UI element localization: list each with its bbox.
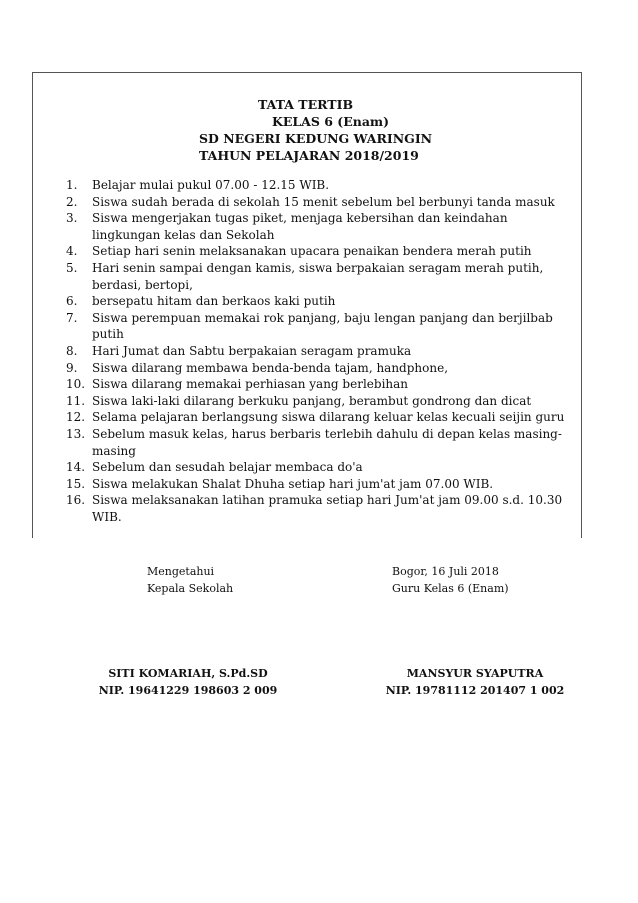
- item-text: Siswa melakukan Shalat Dhuha setiap hari jum'at jam 07.00 WIB.: [92, 476, 494, 491]
- list-item: [66, 476, 566, 493]
- item-number: 12.: [66, 410, 86, 425]
- item-text: Hari Jumat dan Sabtu berpakaian seragam pramuka: [92, 343, 412, 358]
- list-item: [66, 194, 566, 211]
- item-text: Hari senin sampai dengan kamis, siswa berpakaian seragam merah putih, berdasi, bertopi,: [92, 260, 544, 292]
- item-number: 16.: [66, 493, 86, 508]
- principal-name: SITI KOMARIAH, S.Pd.SD: [108, 667, 268, 680]
- list-item: [66, 492, 566, 525]
- principal-nip: NIP. 19641229 198603 2 009: [98, 684, 278, 697]
- item-text: Belajar mulai pukul 07.00 - 12.15 WIB.: [92, 178, 330, 192]
- item-number: 11.: [66, 393, 86, 408]
- item-text: Sebelum dan sesudah belajar membaca do'a: [92, 460, 363, 475]
- list-item: [66, 459, 566, 476]
- item-text: Siswa dilarang membawa benda-benda tajam, handphone,: [92, 360, 449, 375]
- school-name: SD NEGERI KEDUNG WARINGIN: [199, 131, 433, 146]
- principal-name-block: [88, 665, 288, 699]
- item-text: Siswa melaksanakan latihan pramuka setiap hari Jum'at jam 09.00 s.d. 10.30 WIB.: [92, 493, 563, 524]
- principal-signature-heading: [147, 563, 233, 597]
- list-item: [66, 243, 566, 260]
- item-number: 4.: [66, 244, 78, 259]
- item-text: Setiap hari senin melaksanakan upacara penaikan bendera merah putih: [92, 244, 532, 259]
- item-number: 15.: [66, 476, 86, 491]
- teacher-nip: NIP. 19781112 201407 1 002: [385, 684, 565, 697]
- title-line: TATA TERTIB: [258, 97, 354, 112]
- list-item: [66, 293, 566, 310]
- item-number: 1.: [66, 178, 78, 192]
- teacher-signature-heading: [392, 563, 509, 597]
- list-item: [66, 426, 566, 459]
- teacher-name: MANSYUR SYAPUTRA: [406, 667, 544, 680]
- list-item: [66, 360, 566, 377]
- academic-year: TAHUN PELAJARAN 2018/2019: [199, 148, 419, 163]
- list-item: [66, 260, 566, 293]
- rules-list: [66, 177, 566, 525]
- item-number: 7.: [66, 310, 78, 325]
- item-number: 14.: [66, 460, 86, 475]
- item-text: Siswa mengerjakan tugas piket, menjaga kebersihan dan keindahan lingkungan kelas dan Sekolah: [92, 211, 508, 242]
- item-number: 6.: [66, 294, 78, 309]
- teacher-title: Guru Kelas 6 (Enam): [392, 582, 509, 595]
- item-text: Siswa dilarang memakai perhiasan yang berlebihan: [92, 377, 409, 392]
- item-number: 3.: [66, 211, 78, 226]
- item-text: Siswa sudah berada di sekolah 15 menit sebelum bel berbunyi tanda masuk: [92, 194, 555, 209]
- place-date: Bogor, 16 Juli 2018: [392, 565, 499, 578]
- item-text: Siswa perempuan memakai rok panjang, baju lengan panjang dan berjilbab putih: [92, 310, 553, 342]
- item-number: 5.: [66, 260, 78, 275]
- item-text: Sebelum masuk kelas, harus berbaris terlebih dahulu di depan kelas masing-masing: [92, 426, 562, 458]
- teacher-name-block: [380, 665, 570, 699]
- item-text: Siswa laki-laki dilarang berkuku panjang, berambut gondrong dan dicat: [92, 393, 532, 408]
- list-item: [66, 376, 566, 393]
- item-text: Selama pelajaran berlangsung siswa dilarang keluar kelas kecuali seijin guru: [92, 410, 565, 425]
- list-item: [66, 393, 566, 410]
- item-text: bersepatu hitam dan berkaos kaki putih: [92, 294, 336, 309]
- item-number: 2.: [66, 194, 78, 209]
- item-number: 10.: [66, 377, 86, 392]
- list-item: [66, 310, 566, 343]
- list-item: [66, 210, 566, 243]
- list-item: [66, 177, 566, 194]
- list-item: [66, 343, 566, 360]
- item-number: 8.: [66, 343, 78, 358]
- class-line: KELAS 6 (Enam): [272, 114, 390, 129]
- list-item: [66, 409, 566, 426]
- item-number: 9.: [66, 360, 78, 375]
- acknowledged-label: Mengetahui: [147, 565, 215, 578]
- principal-title: Kepala Sekolah: [147, 582, 234, 595]
- item-number: 13.: [66, 426, 86, 441]
